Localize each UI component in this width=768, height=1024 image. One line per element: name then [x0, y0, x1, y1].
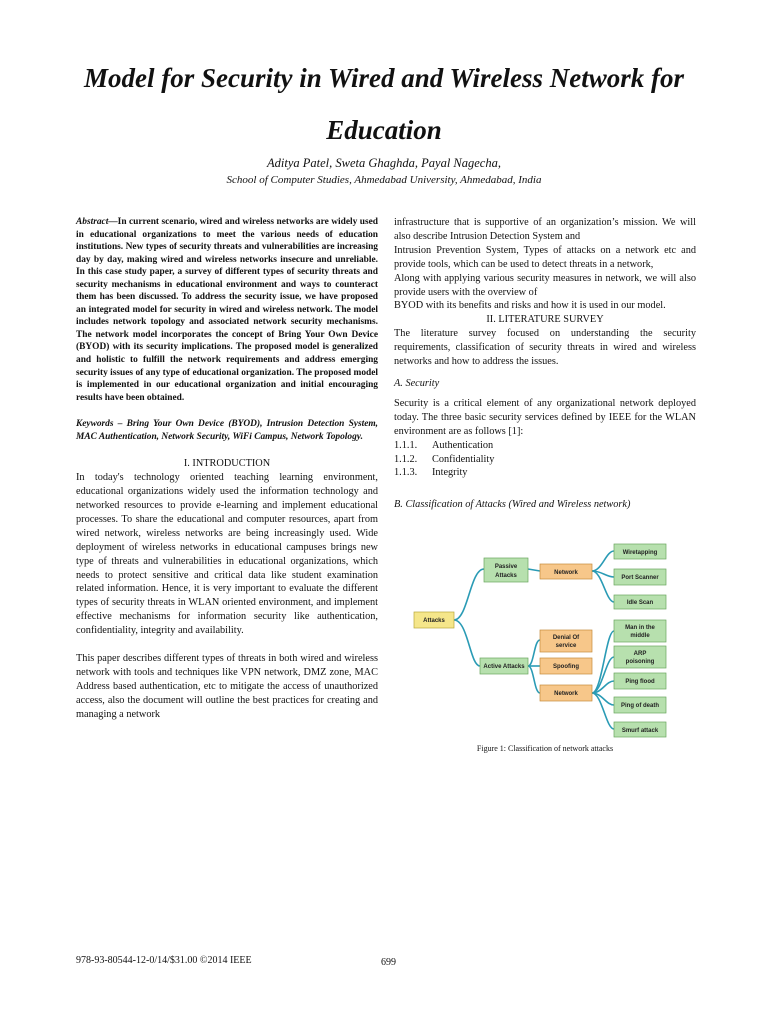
figure-caption: Figure 1: Classification of network attacks	[476, 744, 614, 753]
connector	[528, 666, 540, 693]
section-a-text: Security is a critical element of any organizational network deployed today. The three basic security services defined by IEEE for the WLAN environment are as follows [1]:	[394, 397, 696, 437]
arp-label: ARP	[633, 651, 647, 657]
connector	[528, 640, 540, 666]
connector	[592, 571, 614, 602]
attack-classification-diagram	[410, 542, 672, 742]
title-line-2: Education	[326, 115, 442, 145]
dos-label: Denial Of	[552, 635, 580, 641]
network-active-label: Network	[554, 691, 578, 697]
affiliation: School of Computer Studies, Ahmedabad University, Ahmedabad, India	[226, 174, 542, 186]
keywords: Keywords – Bring Your Own Device (BYOD), Intrusion Detection System, MAC Authentication, Network Security, WiFi Campus, Network Topology.	[76, 419, 378, 442]
paper-title	[40, 52, 728, 156]
abstract-lead: Abstract	[76, 217, 109, 227]
list-number: 1.1.1.	[394, 439, 418, 451]
wiretapping-label: Wiretapping	[622, 550, 658, 556]
intro-heading: I. INTRODUCTION	[183, 458, 271, 470]
right-paragraph-2: Intrusion Prevention System, Types of attacks on a network etc and provide tools, which can be used to detect threats in a network,	[394, 244, 696, 270]
list-number: 1.1.3.	[394, 467, 418, 479]
isbn-footer: 978-93-80544-12-0/14/$31.00 ©2014 IEEE	[76, 955, 252, 966]
port-scanner-label: Port Scanner	[621, 575, 659, 581]
literature-text: The literature survey focused on understanding the security requirements, classification of security threats in wired and wireless networks and how to address the issues.	[394, 328, 696, 368]
abstract	[76, 216, 378, 404]
list-text: Authentication	[432, 439, 494, 451]
connector	[454, 620, 480, 666]
list-text: Confidentiality	[432, 453, 495, 465]
list-item	[394, 466, 696, 480]
network-passive-label: Network	[554, 570, 578, 576]
authors: Aditya Patel, Sweta Ghaghda, Payal Nagecha,	[267, 156, 501, 170]
ping-of-death-label: Ping of death	[621, 703, 659, 709]
ping-flood-label: Ping flood	[625, 679, 655, 685]
spoofing-label: Spoofing	[553, 664, 579, 670]
active-attacks-label: Active Attacks	[483, 664, 525, 670]
arp-label: poisoning	[625, 659, 655, 665]
intro-paragraph-1: In today's technology oriented teaching learning environment, educational organizations widely used the information technology and networked resources to provide e-learning and implement educational processes. To share the educational and computer resources, apart from wired network, wireless networks are being increasingly used. Wide deployment of wireless networks in educational campuses brings new type of threats and vulnerabilities in educational organizations, which needs to protect sensitive and critical data like student examination related information. Hence, it is very important to evaluate the different types of security threats in WLAN oriented environment, and implement effective mechanisms for information security like authentication, confidentiality, integrity and availability.	[76, 472, 378, 637]
attacks-label: Attacks	[423, 618, 445, 624]
right-paragraph-1: infrastructure that is supportive of an organization’s mission. We will also describe Intrusion Detection System and	[394, 217, 696, 242]
left-column	[76, 216, 378, 722]
list-item	[394, 439, 696, 453]
connector	[528, 569, 540, 571]
idle-scan-label: Idle Scan	[626, 600, 654, 606]
list-text: Integrity	[432, 467, 468, 479]
list-number: 1.1.2.	[394, 453, 418, 465]
passive-attacks-label: Passive	[494, 564, 518, 570]
smurf-label: Smurf attack	[621, 728, 659, 734]
connector	[592, 631, 614, 693]
passive-attacks-label: Attacks	[495, 573, 517, 579]
list-item	[394, 453, 696, 467]
literature-heading: II. LITERATURE SURVEY	[486, 314, 604, 326]
dos-label: service	[555, 643, 577, 649]
intro-paragraph-2: This paper describes different types of threats in both wired and wireless network with tools and techniques like VPN network, DMZ zone, MAC Address based authentication, etc to mitigate the access of unauthorized access, also the document will outline the best practices for creating and managing a network	[76, 653, 378, 720]
right-paragraph-3: Along with applying various security measures in network, we will also provide users with the overview of	[394, 272, 696, 298]
section-b-heading: B. Classification of Attacks (Wired and Wireless network)	[394, 499, 631, 511]
section-a-heading: A. Security	[394, 377, 440, 389]
connector	[592, 551, 614, 571]
title-line-1: Model for Security in Wired and Wireless Network for	[83, 63, 685, 93]
abstract-text: —In current scenario, wired and wireless networks are widely used in educational organizations to meet the various needs of education institutions. New types of security threats and vulnerabilities are increasing day by day, making wired and wireless networks insecure and unreliable. In this case study paper, a survey of different types of security threats and security mechanisms in educational environment and ways to counteract them has been discussed. To address the security issue, we have proposed an integrated model for security in wired and wireless network. The model includes network topology and associated network security mechanisms. The network model incorporates the concept of Bring Your Own Device (BYOD) with its security implications. The proposed model is generalized and holistic to fulfill the network requirements and address emerging security issues of any type of educational organization. The proposed model is implemented in our educational organization and initial encouraging results have been obtained.	[76, 217, 378, 403]
mitm-label: middle	[630, 633, 650, 639]
right-column	[394, 216, 696, 512]
mitm-label: Man in the	[625, 625, 655, 631]
page-number: 699	[381, 957, 396, 968]
right-paragraph-4: BYOD with its benefits and risks and how it is used in our model.	[394, 300, 666, 312]
connector	[454, 569, 484, 620]
